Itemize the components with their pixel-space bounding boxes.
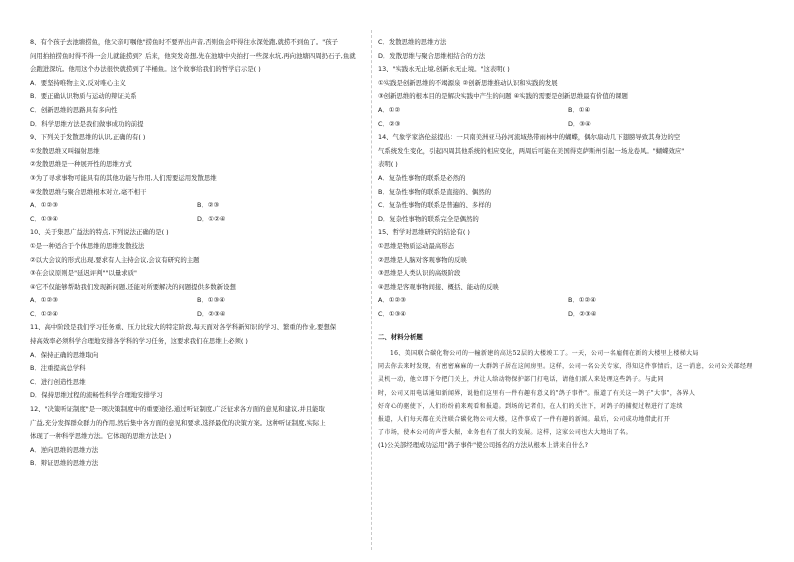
q12-option-c: C．发散思维的思维方法 xyxy=(378,38,447,46)
q9-item: ②发散思维是一种展开性的思维方式 xyxy=(30,160,132,169)
q8-option-a: A．要坚持唯物主义,反对唯心主义 xyxy=(30,78,126,87)
q9-options-row xyxy=(30,213,364,227)
q15-option-c: C．①③④ xyxy=(378,309,407,318)
question-8 xyxy=(30,36,364,131)
q12-option-d: D．发散思维与聚合思维相结合的方法 xyxy=(378,51,486,60)
question-9 xyxy=(30,131,364,226)
question-12 xyxy=(30,403,364,471)
q9-item: ①发散思维又叫辐射思维 xyxy=(30,146,100,155)
q9-option-d: D．①②④ xyxy=(197,214,226,223)
q15-option-a: A．①②③ xyxy=(378,296,406,305)
q9-option-b: B．②③ xyxy=(197,201,220,210)
q9-options-row xyxy=(30,199,364,213)
q16-passage-line: 了市场，使本公司的声誉大振，业务也有了很大的发展。这样，这家公司也大大地出了名。 xyxy=(378,429,633,437)
q14-stem-line: 14、气象学家洛伦兹提出：一只南美洲亚马孙河流域热带雨林中的蝴蝶，偶尔扇动几下翅膀导致其身边的空 xyxy=(378,133,681,142)
q13-options-row xyxy=(378,104,758,118)
q12-stem-line: 体现了一种科学思维方法。它体现的思维方法是( ) xyxy=(30,432,172,441)
q8-stem-line: 8、有个孩子去池塘捞鱼，他父亲叮嘱他"捞鱼时不要弄出声音,否则鱼会吓得往水深处跑,就捞不到鱼了。"孩子 xyxy=(30,38,338,46)
q16-passage-line: 好奇心的驱使下，人们纷纷前来观看和报道。到场的记者们，在人们的关注下，对鸽子的捕捉过程进行了连续 xyxy=(378,402,683,410)
q10-option-d: D．②③④ xyxy=(197,309,226,318)
section-heading-material-analysis: 二、材料分析题 xyxy=(378,333,423,342)
q8-option-b: B．要正确认识物质与运动的辩证关系 xyxy=(30,92,137,101)
q11-stem-line: 持高效率必须科学合理地安排各学科的学习任务，这要求我们在思维上必须( ) xyxy=(30,337,248,346)
question-14 xyxy=(378,131,758,226)
question-13 xyxy=(378,63,758,131)
q13-option-c: C．②③ xyxy=(378,119,401,128)
q16-subquestion-1: (1)公关部经理成功运用"鸽子事件"使公司扬名的方法从根本上讲来自什么? xyxy=(378,441,589,450)
q8-stem-line: 会跑进深坑。他用这个办法很快就捞到了半桶鱼。这个故事给我们的哲学启示是( ) xyxy=(30,65,261,74)
q10-item: ①是一种适合于个体思维的思维发散技法 xyxy=(30,241,145,250)
q15-item: ①思维是物质运动最高形态 xyxy=(378,241,455,250)
q11-stem-line: 11、高中阶段是我们学习任务重、压力比较大的特定阶段,每天面对各学科新知识的学习、繁重的作业,要想保 xyxy=(30,323,337,332)
q14-option-b: B．复杂性事物的联系是直接的、偶然的 xyxy=(378,187,492,196)
q12-option-b: B．辩证思维的思维方法 xyxy=(30,459,99,468)
q12-stem-line: 12、"决策听证制度"是一项决策制度中的重要途径,通过听证制度,广泛征求各方面的意见和建议,并且能取 xyxy=(30,405,325,414)
q9-option-c: C．①③④ xyxy=(30,214,59,223)
question-11 xyxy=(30,321,364,403)
q14-stem-line: 气系统发生变化，引起四周其他系统的相应变化，两周后可能在美国得克萨斯州引起一场龙卷风。"蝴蝶效应" xyxy=(378,146,685,155)
q15-option-d: D．②③④ xyxy=(568,309,597,318)
q15-options-row xyxy=(378,308,758,322)
right-column xyxy=(378,36,758,453)
q15-item: ②思维是人脑对客观事物的反映 xyxy=(378,255,467,264)
q15-item: ③思维是人类认识的高级阶段 xyxy=(378,269,461,278)
q9-option-a: A．①②③ xyxy=(30,201,58,210)
q10-option-a: A．①②③ xyxy=(30,296,58,305)
q8-option-d: D．科学思维方法是我们做事成功的前提 xyxy=(30,119,144,128)
q14-option-d: D．复杂性事物的联系完全是偶然的 xyxy=(378,214,479,223)
left-column xyxy=(30,36,364,471)
q13-item: ①实践是创新思维的不竭源泉 ②创新思维推动认识和实践的发展 xyxy=(378,78,558,87)
q8-option-c: C．创新思维的思路具有多向性 xyxy=(30,105,118,114)
q16-passage-line: 灵机一动，他立即下令把门关上，并让人给动物保护部门打电话，请他们派人来处理这些鸽子。与此同 xyxy=(378,376,664,384)
q15-stem: 15、哲学对思维研究的结论有( ) xyxy=(378,228,470,237)
q11-option-b: B．注重提高总学科 xyxy=(30,364,86,373)
q9-stem: 9、下列关于发散思维的认识,正确的有( ) xyxy=(30,133,146,142)
q8-stem-line: 问用拍拍捞鱼时得不得一会儿就能捞到？后来，他突发奇想,先在池塘中央拍打一些深水坑,再向池塘四周扔石子,鱼就 xyxy=(30,51,356,60)
q9-item: ③为了寻求事物可能具有的其他功能与作用,人们需要运用发散思维 xyxy=(30,173,217,182)
question-15 xyxy=(378,226,758,321)
q13-option-a: A．①② xyxy=(378,105,401,114)
q11-option-a: A．保持正确的思维取向 xyxy=(30,350,99,359)
q11-option-c: C．进行创造性思维 xyxy=(30,377,86,386)
q14-option-a: A．复杂性事物的联系是必然的 xyxy=(378,173,466,182)
q13-option-d: D．③④ xyxy=(568,119,591,128)
question-12-continued xyxy=(378,36,758,63)
question-10 xyxy=(30,226,364,321)
question-16 xyxy=(378,347,758,439)
q16-passage-line: 时，公司又用电话通知新闻界，说他们这里有一件有趣有意义的"鸽子事件"。报道了有关这一鸽子"大事"，各界人 xyxy=(378,389,696,397)
q9-item: ④发散思维与聚合思维根本对立,毫不相干 xyxy=(30,187,147,196)
q15-item: ④思维是客观事物间接、概括、能动的反映 xyxy=(378,282,499,291)
q13-options-row xyxy=(378,118,758,132)
column-divider xyxy=(371,30,372,550)
q10-item: ③在会议原则是"延迟评判""以量求质" xyxy=(30,269,137,278)
q10-option-c: C．①②④ xyxy=(30,309,59,318)
q16-passage-line: 16、美国联合碳化物公司的一幢新建的高达52层的大楼竣工了。一天，公司一名雇佣在新的大楼里上楼梯大局 xyxy=(390,350,699,358)
q13-option-b: B．①④ xyxy=(568,105,591,114)
q10-stem: 10、关于集思广益法的特点,下列说法正确的是( ) xyxy=(30,228,169,237)
q12-option-a: A．逆向思维的思维方法 xyxy=(30,445,99,454)
q10-options-row xyxy=(30,294,364,308)
q10-item: ②以大会议的形式出现,要求有人主持会议,会议有研究的主题 xyxy=(30,255,200,264)
q16-passage-line: 同去你去来时发现，有密密麻麻的一大群鸽子居在这间房里。这样，公司一名公关专家，得知这件事情后，这一消息，公司公关部经理 xyxy=(378,363,753,371)
q13-stem: 13、"实践永无止境,创新永无止境。"这表明( ) xyxy=(378,65,510,74)
q15-option-b: B．①②④ xyxy=(568,296,596,305)
q15-options-row xyxy=(378,294,758,308)
q16-passage-line: 报道，人们每天都在关注联合碳化物公司大楼，这件事成了一件有趣的新闻。最后，公司成功地借此打开 xyxy=(378,416,671,424)
q10-option-b: B．①③④ xyxy=(197,296,225,305)
q12-stem-line: 广益,充分发挥群众群力的作用,然后集中各方面的意见和要求,选择最优的决策方案。这种听证制度,实际上 xyxy=(30,418,326,427)
q14-option-c: C．复杂性事物的联系是普遍的、多样的 xyxy=(378,201,492,210)
q13-item: ③创新思维的根本目的是解决实践中产生的问题 ④实践的需要是创新思维最有价值的课题 xyxy=(378,92,628,101)
q10-item: ④它不仅能够帮助我们发现新问题,还能对所要解决的问题提供多数新设想 xyxy=(30,282,236,291)
q10-options-row xyxy=(30,308,364,322)
q11-option-d: D．保持思维过程的流畅性科学合理地安排学习 xyxy=(30,391,163,400)
q14-stem-line: 表明( ) xyxy=(378,160,398,169)
